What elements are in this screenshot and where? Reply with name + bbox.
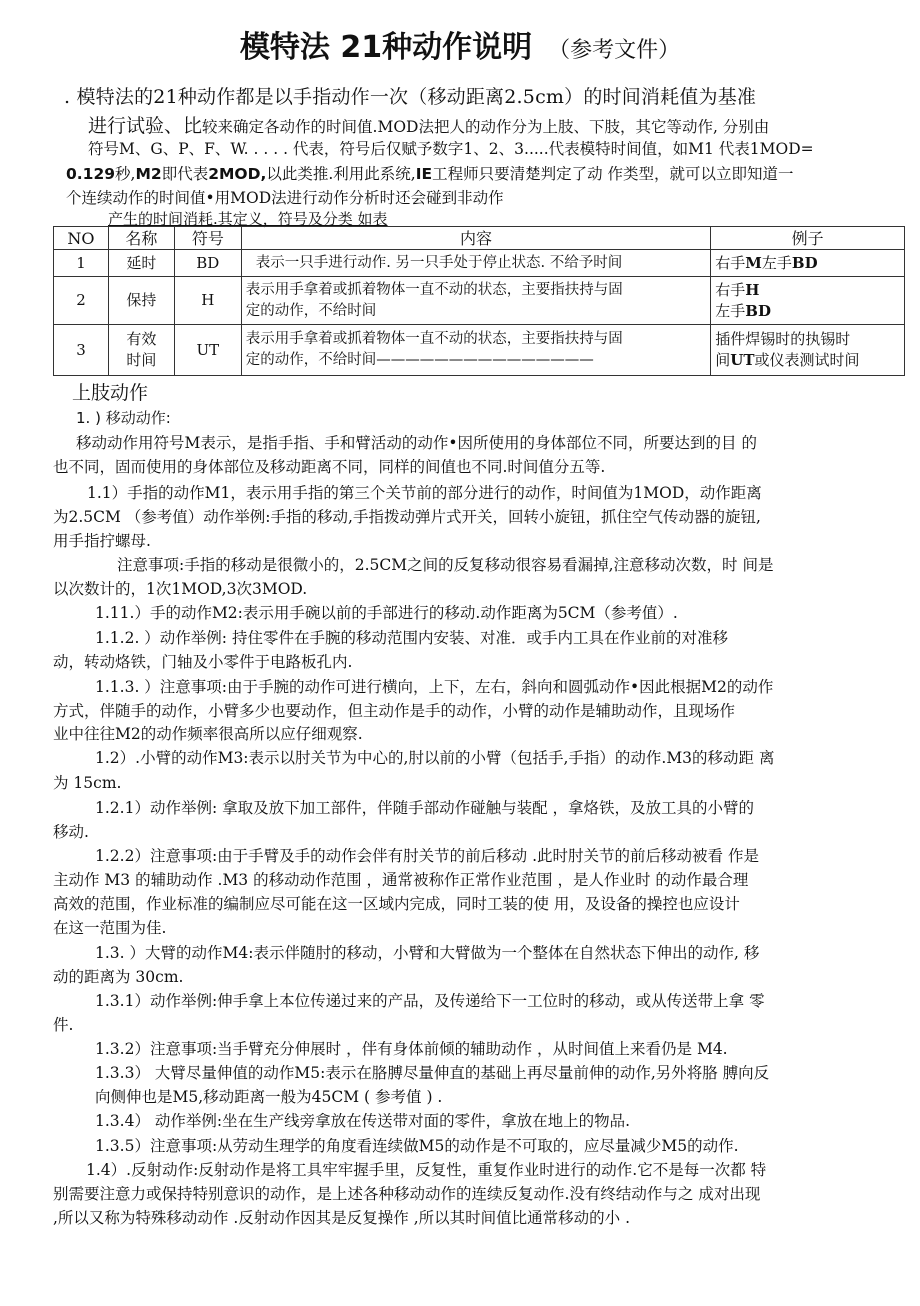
- p16-line2: 别需要注意力或保持特别意识的动作，是上述各种移动动作的连续反复动作.没有终结动作与之 成对出现: [53, 1185, 761, 1203]
- table-row: [54, 325, 905, 376]
- p5-line2: 动，转动烙铁，门轴及小零件于电路板孔内.: [53, 653, 353, 671]
- p3-line1: 注意事项:手指的移动是很微小的，2.5CM之间的反复移动很容易看漏掉,注意移动次数，时 间是: [117, 556, 774, 574]
- p9-line2: 主动作 M3 的辅助动作 .M3 的移动动作范围 ，通常被称作正常作业范围 ，是人作业时 的动作最合理: [53, 871, 749, 889]
- p6-line1: 1.1.3. ）注意事项:由于手腕的动作可进行横向，上下，左右，斜向和圆弧动作•因此根据M2的动作: [95, 678, 774, 696]
- p8-line2: 移动.: [53, 823, 89, 841]
- table-row: [54, 250, 905, 277]
- header-symbol: 符号: [174, 227, 241, 250]
- p9-line1: 1.2.2）注意事项:由于手臂及手的动作会伴有肘关节的前后移动 .此时肘关节的前后移动被看 作是: [95, 847, 759, 865]
- intro-line-6: 产生的时间消耗.其定义，符号及分类 如表: [108, 210, 388, 228]
- p10-line1: 1.3. ）大臂的动作M4:表示伴随肘的移动，小臂和大臂做为一个整体在自然状态下伸出的动作, 移: [95, 944, 760, 962]
- cell-name: 有效 时间: [108, 325, 174, 376]
- cell-symbol: H: [174, 277, 241, 325]
- p12-line1: 1.3.2）注意事项:当手臂充分伸展时 ，伴有身体前倾的辅助动作 ，从时间值上来看仍是 M4.: [95, 1040, 728, 1058]
- intro-line-2: 进行试验、比较来确定各动作的时间值.MOD法把人的动作分为上肢、下肢，其它等动作, 分别由: [88, 115, 770, 137]
- section-heading: 上肢动作: [72, 382, 149, 404]
- cell-example: 右手M左手BD: [711, 250, 905, 277]
- cell-example: 右手H 左手BD: [711, 277, 905, 325]
- p13-line2: 向侧伸也是M5,移动距离一般为45CM ( 参考值 ) .: [95, 1088, 443, 1106]
- p14-line1: 1.3.4） 动作举例:坐在生产线旁拿放在传送带对面的零件，拿放在地上的物品.: [95, 1112, 631, 1130]
- p7-line2: 为 15cm.: [53, 774, 122, 792]
- header-content: 内容: [241, 227, 711, 250]
- cell-symbol: UT: [174, 325, 241, 376]
- p8-line1: 1.2.1）动作举例: 拿取及放下加工部件，伴随手部动作碰触与装配 ，拿烙铁，及放工具的小臂的: [95, 799, 755, 817]
- p7-line1: 1.2）.小臂的动作M3:表示以肘关节为中心的,肘以前的小臂（包括手,手指）的动作.M3的移动距 离: [95, 749, 775, 767]
- cell-no: 2: [54, 277, 109, 325]
- header-no: NO: [54, 227, 109, 250]
- intro-line-1: . 模特法的21种动作都是以手指动作一次（移动距离2.5cm）的时间消耗值为基准: [64, 86, 757, 108]
- p2-line3: 用手指拧螺母.: [53, 532, 151, 550]
- cell-no: 1: [54, 250, 109, 277]
- p3-line2: 以次数计的，1次1MOD,3次3MOD.: [53, 580, 308, 598]
- p10-line2: 动的距离为 30cm.: [53, 968, 184, 986]
- table-header-row: [54, 227, 905, 250]
- table-row: [54, 277, 905, 325]
- p4-line1: 1.11.）手的动作M2:表示用手碗以前的手部进行的移动.动作距离为5CM（参考值）.: [95, 604, 678, 622]
- cell-content: 表示一只手进行动作. 另一只手处于停止状态. 不给予时间: [241, 250, 711, 277]
- p1-line1: 移动动作用符号M表示，是指手指、手和臂活动的动作•因所使用的身体部位不同，所要达到的目 的: [76, 434, 757, 452]
- p11-line1: 1.3.1）动作举例:伸手拿上本位传递过来的产品，及传递给下一工位时的移动，或从传送带上拿 零: [95, 992, 765, 1010]
- p13-line1: 1.3.3） 大臂尽量伸值的动作M5:表示在胳膊尽量伸直的基础上再尽量前伸的动作,另外将胳 膊向反: [95, 1064, 770, 1082]
- cell-symbol: BD: [174, 250, 241, 277]
- p6-line2: 方式，伴随手的动作，小臂多少也要动作，但主动作是手的动作，小臂的动作是辅助动作，且现场作: [53, 702, 736, 720]
- intro-line-5: 个连续动作的时间值•用MOD法进行动作分析时还会碰到非动作: [66, 189, 504, 207]
- cell-example: 插件焊锡时的执锡时 间UT或仪表测试时间: [711, 325, 905, 376]
- p2-line1: 1.1）手指的动作M1，表示用手指的第三个关节前的部分进行的动作，时间值为1MOD，动作距离: [87, 484, 762, 502]
- p15-line1: 1.3.5）注意事项:从劳动生理学的角度看连续做M5的动作是不可取的，应尽量减少M5的动作.: [95, 1137, 739, 1155]
- cell-name: 延时: [108, 250, 174, 277]
- cell-no: 3: [54, 325, 109, 376]
- cell-name: 保持: [108, 277, 174, 325]
- title-suffix: （参考文件）: [548, 38, 681, 63]
- header-example: 例子: [711, 227, 905, 250]
- p6-line3: 业中往往M2的动作频率很高所以应仔细观察.: [53, 725, 363, 743]
- section-subheading: 1. ) 移动动作:: [76, 409, 171, 427]
- non-motion-table: [53, 226, 905, 376]
- p16-line3: ,所以又称为特殊移动动作 .反射动作因其是反复操作 ,所以其时间值比通常移动的小 .: [53, 1209, 630, 1227]
- cell-content: 表示用手拿着或抓着物体一直不动的状态，主要指扶持与固 定的动作，不给时间: [241, 277, 711, 325]
- p5-line1: 1.1.2. ）动作举例: 持住零件在手腕的移动范围内安装、对准．或手内工具在作业前的对准移: [95, 629, 728, 647]
- document-title: [0, 22, 920, 66]
- cell-content: 表示用手拿着或抓着物体一直不动的状态，主要指扶持与固 定的动作，不给时间———————————————: [241, 325, 711, 376]
- p11-line2: 件.: [53, 1016, 74, 1034]
- p1-line2: 也不同，固而使用的身体部位及移动距离不同，同样的间值也不同.时间值分五等.: [53, 458, 606, 476]
- header-name: 名称: [108, 227, 174, 250]
- p9-line4: 在这一范围为佳.: [53, 919, 167, 937]
- p2-line2: 为2.5CM （参考值）动作举例:手指的移动,手指拨动弹片式开关，回转小旋钮，抓住空气传动器的旋钮,: [53, 508, 761, 526]
- title-main: 模特法 21种动作说明: [239, 30, 533, 65]
- intro-line-3: 符号M、G、P、F、W. . . . . 代表，符号后仅赋予数字1、2、3.....代表模特时间值，如M1 代表1MOD=: [88, 140, 814, 158]
- intro-line-4: 0.129秒,M2即代表2MOD,以此类推.利用此系统,IE工程师只要清楚判定了动 作类型，就可以立即知道一: [66, 165, 794, 183]
- p9-line3: 高效的范围，作业标准的编制应尽可能在这一区域内完成，同时工装的使 用，及设备的操控也应设计: [53, 895, 740, 913]
- p16-line1: 1.4）.反射动作:反射动作是将工具牢牢握手里，反复性，重复作业时进行的动作.它不是每一次都 特: [86, 1161, 767, 1179]
